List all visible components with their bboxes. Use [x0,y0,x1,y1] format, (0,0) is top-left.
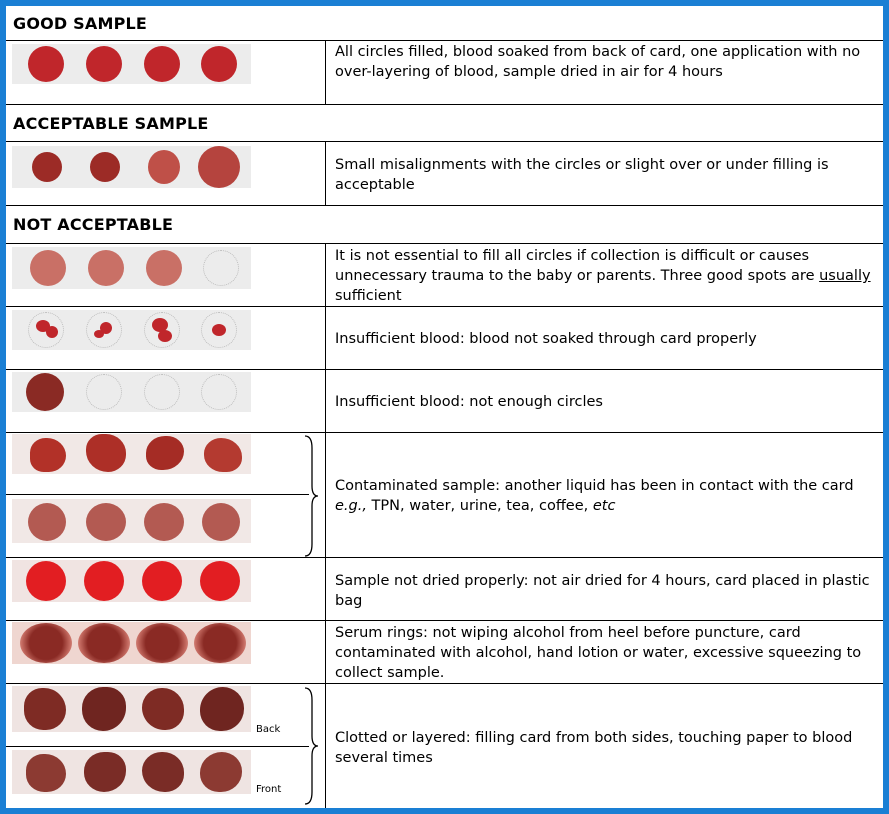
divider [6,205,883,206]
divider [6,243,883,244]
row-clotted-description: Clotted or layered: filling card from both sides, touching paper to blood several times [335,730,853,766]
blood-spot [30,438,66,472]
divider [6,432,883,433]
column-divider [325,243,326,808]
sample-image-not-enough-circles [12,372,251,412]
blood-spot [28,46,64,82]
blood-spot [142,688,184,730]
row-insufficient-circles-description: Insufficient blood: not enough circles [335,394,603,410]
blood-spot [82,687,126,731]
empty-circle [201,374,237,410]
empty-circle [86,374,122,410]
sample-image-clotted-front [12,750,251,794]
blood-spot [88,250,124,286]
blood-spot [28,503,66,541]
row-good-description: All circles filled, blood soaked from back of card, one application with no over-layering of blood, sample dried in air for 4 hours [335,44,861,80]
blood-spot [86,46,122,82]
sample-image-three-spots [12,247,251,289]
blood-spot [26,561,66,601]
blood-spot [146,250,182,286]
divider [6,746,309,747]
blood-spot [32,152,62,182]
sample-image-serum-rings [12,622,251,664]
label-back: Back [256,724,281,735]
blood-spot [144,503,184,541]
blood-spot [201,46,237,82]
column-divider [325,40,326,105]
sample-image-good [12,44,251,84]
sample-image-not-dried [12,560,251,602]
row-contaminated-description [335,476,875,516]
divider [6,40,883,41]
text: TPN, water, urine, tea, coffee, [366,498,593,514]
blood-spot [200,752,242,792]
divider [6,557,883,558]
sample-image-contaminated-1 [12,434,251,474]
section-header-good: GOOD SAMPLE [13,14,148,33]
blood-spot [198,146,240,188]
sample-image-acceptable [12,146,251,188]
column-divider [325,141,326,206]
empty-circle [203,250,239,286]
sample-image-clotted-back [12,686,251,732]
empty-circle [144,312,180,348]
divider [6,141,883,142]
divider [6,306,883,307]
divider [6,494,309,495]
divider [6,620,883,621]
blood-spot [194,623,246,663]
blood-spot [30,250,66,286]
blood-spot [146,436,184,470]
label-front: Front [256,784,282,795]
section-header-acceptable: ACCEPTABLE SAMPLE [13,114,209,133]
row-insufficient-soak-description: Insufficient blood: blood not soaked through card properly [335,331,757,347]
divider [6,369,883,370]
text: sufficient [335,288,402,304]
empty-circle [28,312,64,348]
blood-spot [84,561,124,601]
italic-text: e.g., [335,498,367,514]
blood-spot [86,434,126,472]
blood-spot [142,561,182,601]
blood-spot [26,754,66,792]
row-not-all-circles-description [335,246,875,306]
blood-spot [86,503,126,541]
empty-circle [201,312,237,348]
row-serum-rings-description: Serum rings: not wiping alcohol from heel before puncture, card contaminated with alcohol, hand lotion or water, excessive squeezing to collect sample. [335,625,862,681]
text: It is not essential to fill all circles if collection is difficult or causes unnecessary trauma to the baby or parents. Three good spots are [335,248,820,284]
empty-circle [144,374,180,410]
sample-image-insufficient-soak [12,310,251,350]
brace-icon [302,434,322,558]
text: Contaminated sample: another liquid has been in contact with the card [335,478,854,494]
blood-spot [200,687,244,731]
italic-text: etc [592,498,616,514]
blood-spot [144,46,180,82]
blood-spot [84,752,126,792]
row-not-dried-description: Sample not dried properly: not air dried for 4 hours, card placed in plastic bag [335,573,870,609]
blood-spot [200,561,240,601]
empty-circle [86,312,122,348]
blood-spot [90,152,120,182]
sample-image-contaminated-2 [12,499,251,543]
blood-spot [202,503,240,541]
blood-spot [142,752,184,792]
brace-icon [302,686,322,806]
blood-spot [26,373,64,411]
blood-spot [148,150,180,184]
blood-spot [136,623,188,663]
blood-spot [204,438,242,472]
underlined-word: usually [819,268,871,284]
row-acceptable-description: Small misalignments with the circles or slight over or under filling is acceptable [335,157,829,193]
blood-spot [78,623,130,663]
blood-spot [24,688,66,730]
divider [6,683,883,684]
divider [6,104,883,105]
section-header-not-acceptable: NOT ACCEPTABLE [13,215,174,234]
blood-spot [20,623,72,663]
